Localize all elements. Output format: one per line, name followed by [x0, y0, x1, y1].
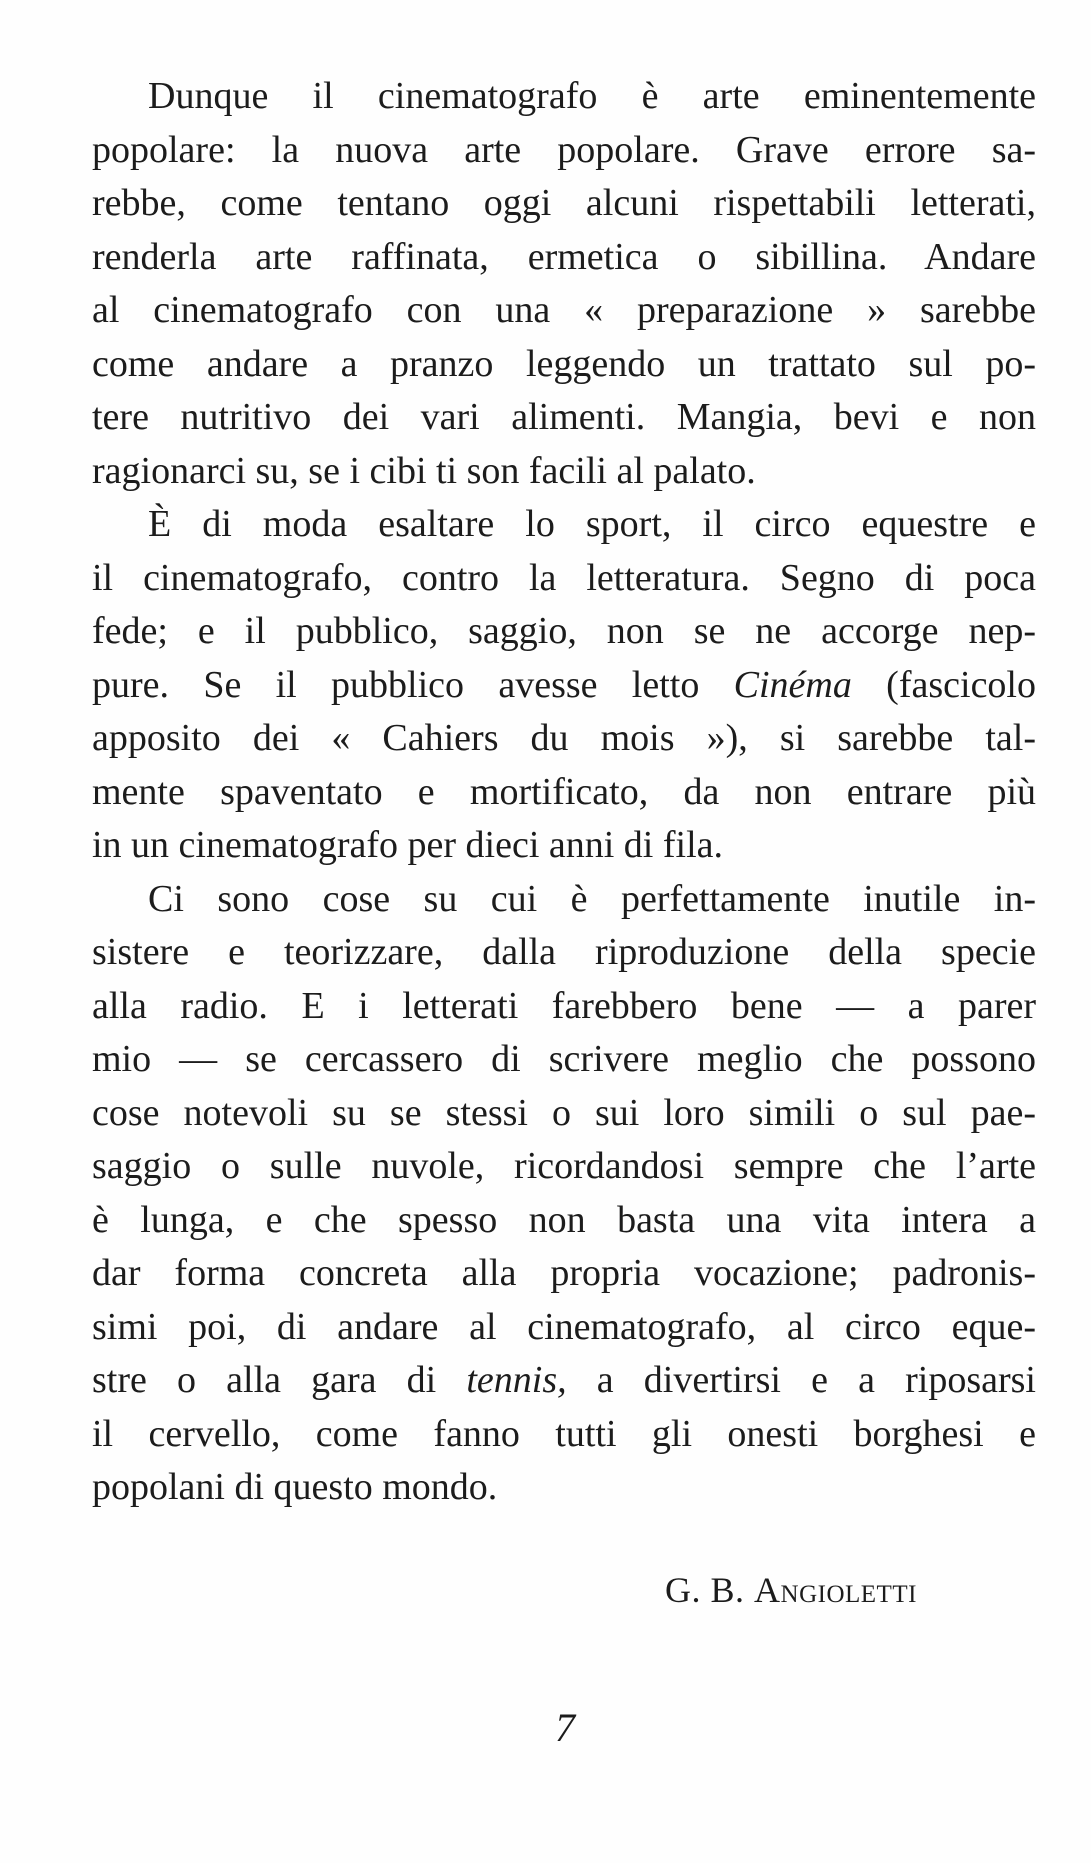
paragraph-1-line-2: popolare: la nuova arte popolare. Grave errore sa- [92, 128, 1036, 171]
paragraph-2-line-6: mente spaventato e mortificato, da non entrare più [92, 770, 1036, 813]
paragraph-1-line-5: al cinematografo con una « preparazione » sarebbe [92, 289, 1036, 331]
paragraph-3-line-2: sistere e teorizzare, dalla riproduzione della specie [92, 931, 1036, 973]
paragraph-3-line-5: cose notevoli su se stessi o sui loro simili o sul pae- [92, 1091, 1036, 1134]
paragraph-2-line-5: apposito dei « Cahiers du mois »), si sarebbe tal- [92, 717, 1036, 759]
paragraph-2-line-4-start: pure. Se il pubblico avesse letto [92, 663, 734, 706]
paragraph-2-line-2: il cinematografo, contro la letteratura. Segno di poca [92, 556, 1036, 599]
paragraph-3-line-3: alla radio. E i letterati farebbero bene — a parer [92, 984, 1036, 1027]
tennis-word: tennis, [466, 1359, 567, 1401]
paragraph-3-line-7: è lunga, e che spesso non basta una vita intera a [92, 1198, 1036, 1241]
paragraph-1-line-4: renderla arte raffinata, ermetica o sibillina. Andare [92, 235, 1036, 278]
cinema-title: Cinéma [733, 663, 852, 706]
paragraph-3-line-10-end: a divertirsi e a riposarsi [566, 1359, 1036, 1401]
paragraph-3-line-8: dar forma concreta alla propria vocazione; padronis- [92, 1252, 1036, 1294]
author-surname: Angioletti [754, 1570, 917, 1610]
paragraph-1-line-8: ragionarci su, se i cibi ti son facili al palato. [92, 449, 756, 492]
paragraph-2-line-1: È di moda esaltare lo sport, il circo equestre e [148, 503, 1036, 545]
paragraph-3-line-11: il cervello, come fanno tutti gli onesti borghesi e [92, 1412, 1036, 1455]
paragraph-2-line-4 [92, 659, 1036, 713]
paragraph-3-line-10 [92, 1354, 1036, 1408]
paragraph-3-line-6: saggio o sulle nuvole, ricordandosi sempre che l’arte [92, 1145, 1036, 1187]
paragraph-2-line-4-end: (fascicolo [851, 663, 1036, 706]
author-initials: G. B. [665, 1570, 755, 1610]
paragraph-3-line-12: popolani di questo mondo. [92, 1466, 498, 1508]
paragraph-1-line-1: Dunque il cinematografo è arte eminentemente [148, 75, 1036, 117]
paragraph-1-line-3: rebbe, come tentano oggi alcuni rispettabili letterati, [92, 182, 1036, 224]
paragraph-3-line-4: mio — se cercassero di scrivere meglio che possono [92, 1038, 1036, 1080]
author-signature [665, 1569, 917, 1611]
paragraph-3-line-1: Ci sono cose su cui è perfettamente inutile in- [148, 877, 1036, 920]
paragraph-3-line-9: simi poi, di andare al cinematografo, al circo eque- [92, 1305, 1036, 1348]
body-text [92, 70, 1036, 1515]
paragraph-2-line-3: fede; e il pubblico, saggio, non se ne accorge nep- [92, 610, 1036, 652]
paragraph-3-line-10-start: stre o alla gara di [92, 1359, 467, 1401]
paragraph-1-line-7: tere nutritivo dei vari alimenti. Mangia, bevi e non [92, 396, 1036, 438]
paragraph-1-line-6: come andare a pranzo leggendo un trattato sul po- [92, 342, 1036, 385]
paragraph-2-line-7: in un cinematografo per dieci anni di fila. [92, 824, 723, 866]
page-number: 7 [555, 1705, 575, 1750]
